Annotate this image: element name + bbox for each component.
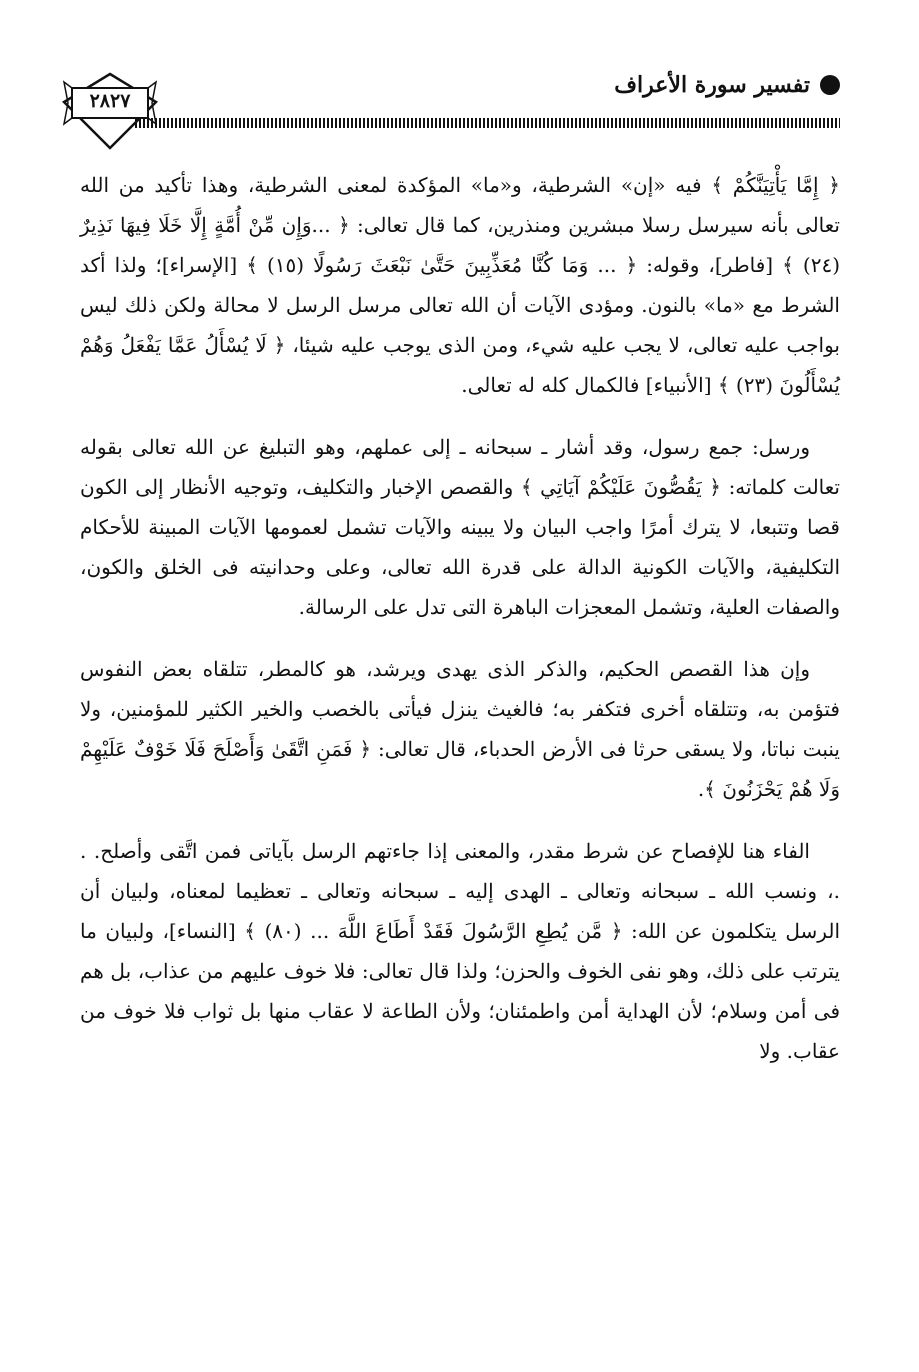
body-text [80, 165, 840, 1093]
page-number: ٢٨٢٧ [89, 90, 131, 112]
paragraph: وإن هذا القصص الحكيم، والذكر الذى يهدى ويرشد، هو كالمطر، تتلقاه بعض النفوس فتؤمن به، وتتلقاه أخرى فتكفر به؛ فالغيث ينزل فيأتى بالخصب والخير الكثير للمؤمنين، ولا ينبت نباتا، ولا يسقى حرثا فى الأرض الحدباء، قال تعالى: ﴿ فَمَنِ اتَّقَىٰ وَأَصْلَحَ فَلَا خَوْفٌ عَلَيْهِمْ وَلَا هُمْ يَحْزَنُونَ ﴾. [80, 657, 840, 801]
page-header [40, 62, 880, 162]
paragraph: الفاء هنا للإفصاح عن شرط مقدر، والمعنى إذا جاءتهم الرسل بآياتى فمن اتَّقى وأصلح. . .، ونسب الله ـ سبحانه وتعالى ـ الهدى إليه ـ سبحانه وتعالى ـ تعظيما لمعناه، ولبيان أن الرسل يتكلمون عن الله: ﴿ مَّن يُطِعِ الرَّسُولَ فَقَدْ أَطَاعَ اللَّهَ ... (٨٠) ﴾ [النساء]، ولبيان ما يترتب على ذلك، وهو نفى الخوف والحزن؛ ولذا قال تعالى: فلا خوف عليهم من عذاب، بل هم فى أمن وسلام؛ لأن الهداية أمن واطمئنان؛ ولأن الطاعة لا عقاب منها بل ثواب فلا خوف من عقاب. ولا [80, 839, 840, 1063]
ornament-icon [820, 75, 840, 95]
header-rule [135, 118, 840, 128]
paragraph: ورسل: جمع رسول، وقد أشار ـ سبحانه ـ إلى عملهم، وهو التبليغ عن الله تعالى بقوله تعالت كلماته: ﴿ يَقُصُّونَ عَلَيْكُمْ آيَاتِي ﴾ والقصص الإخبار والتكليف، وتوجيه الأنظار إلى الكون قصا وتتبعا، لا يترك أمرًا واجب البيان ولا يبينه والآيات تشمل لعمومها الآيات المبينة للأحكام التكليفية، والآيات الكونية الدالة على قدرة الله تعالى، وعلى وحدانيته فى الخلق والكون، والصفات العلية، وتشمل المعجزات الباهرة التى تدل على الرسالة. [80, 435, 840, 619]
paragraph: ﴿ إِمَّا يَأْتِيَنَّكُمْ ﴾ فيه «إن» الشرطية، و«ما» المؤكدة لمعنى الشرطية، وهذا تأكيد من الله تعالى بأنه سيرسل رسلا مبشرين ومنذرين، كما قال تعالى: ﴿ ...وَإِن مِّنْ أُمَّةٍ إِلَّا خَلَا فِيهَا نَذِيرٌ (٢٤) ﴾ [فاطر]، وقوله: ﴿ ... وَمَا كُنَّا مُعَذِّبِينَ حَتَّىٰ نَبْعَثَ رَسُولًا (١٥) ﴾ [الإسراء]؛ ولذا أكد الشرط مع «ما» بالنون. ومؤدى الآيات أن الله تعالى مرسل الرسل لا محالة ولكن ذلك ليس بواجب عليه تعالى، لا يجب عليه شيء، ومن الذى يوجب عليه شيئا، ﴿ لَا يُسْأَلُ عَمَّا يَفْعَلُ وَهُمْ يُسْأَلُونَ (٢٣) ﴾ [الأنبياء] فالكمال كله له تعالى. [80, 173, 840, 397]
page-title: تفسير سورة الأعراف [614, 72, 810, 98]
page-number-badge [62, 72, 158, 150]
